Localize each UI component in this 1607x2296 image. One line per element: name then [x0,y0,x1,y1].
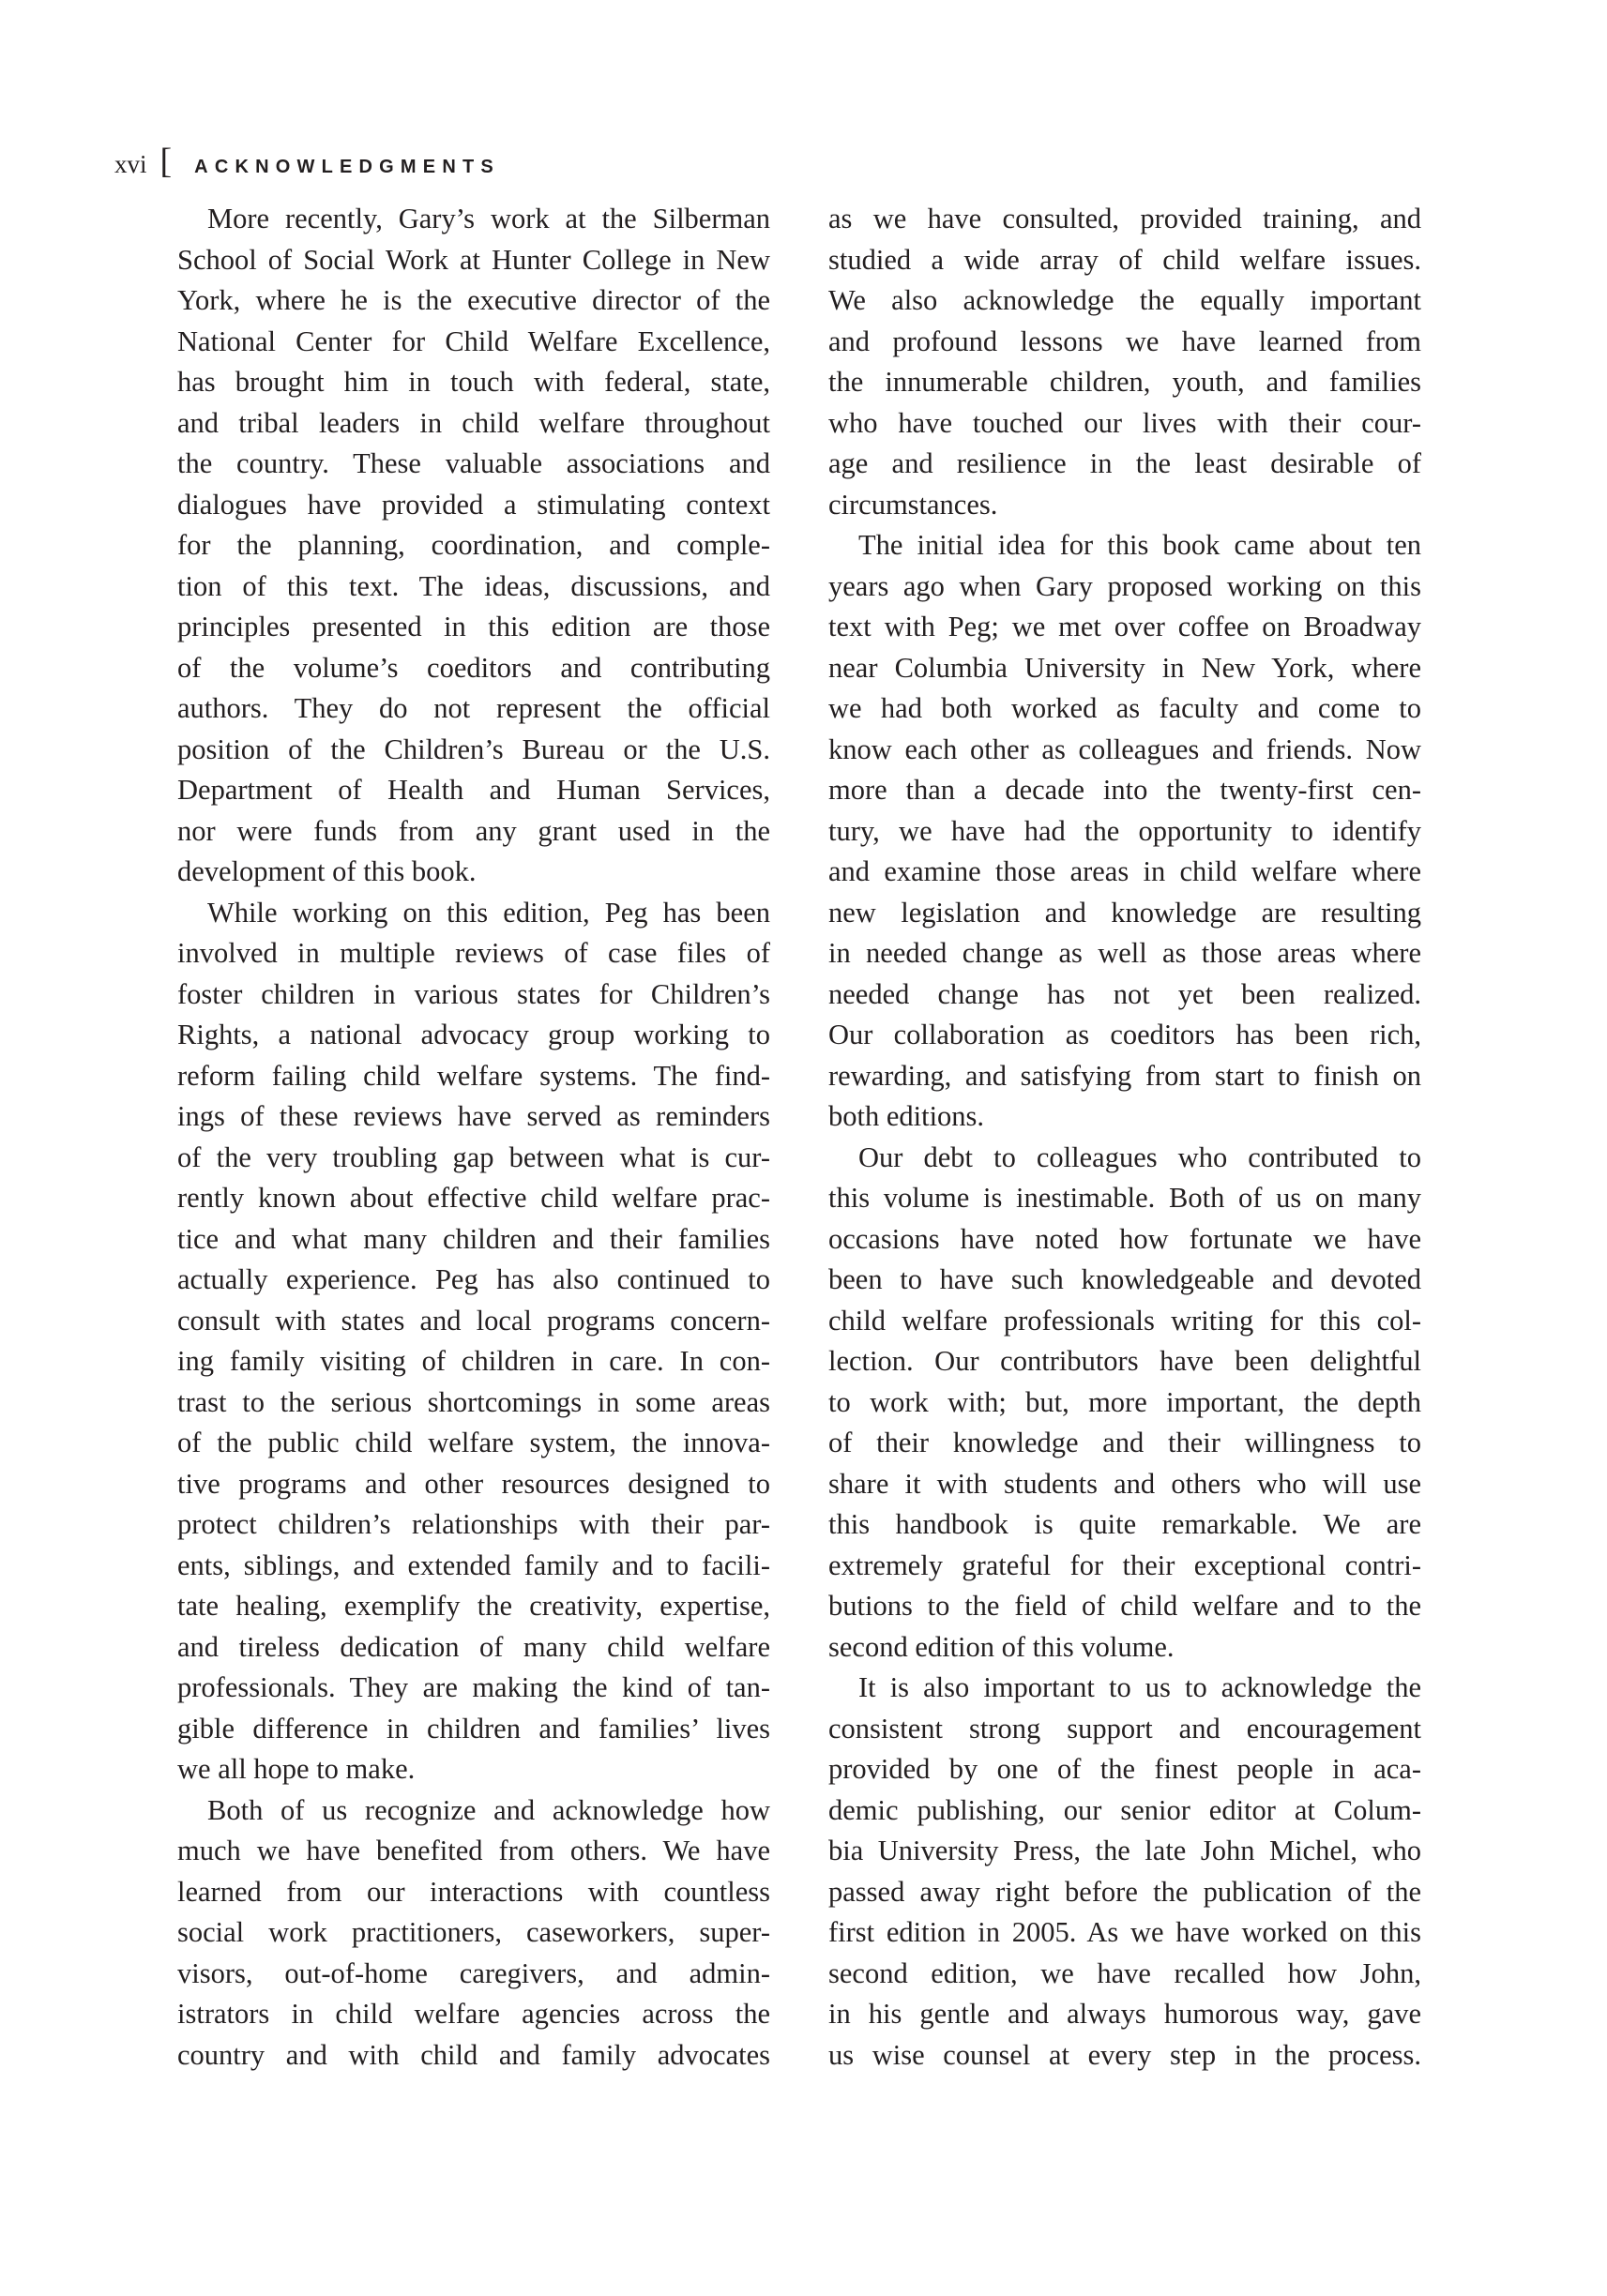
text-line: this handbook is quite remarkable. We are [828,1508,1421,1540]
text-line: as we have consulted, provided training, and [828,203,1421,234]
text-line: the country. These valuable associations and [177,447,770,479]
text-line: near Columbia University in New York, where [828,651,1421,684]
paragraph [828,1138,1421,1669]
text-line: demic publishing, our senior editor at Colum- [828,1793,1421,1826]
text-line: dialogues have provided a stimulating context [177,488,770,521]
text-line: rently known about effective child welfare prac- [177,1182,770,1214]
right-column [828,199,1421,2076]
text-line: we had both worked as faculty and come to [828,692,1421,724]
text-line: more than a decade into the twenty-first cen- [828,774,1421,806]
text-line: has brought him in touch with federal, state, [177,366,770,398]
text-line: second edition of this volume. [828,1630,1175,1663]
section-title: ACKNOWLEDGMENTS [194,157,500,177]
text-line: More recently, Gary’s work at the Silberman [207,203,770,234]
text-line: We also acknowledge the equally important [828,284,1421,316]
text-line: tury, we have had the opportunity to identify [828,814,1421,847]
text-line: in his gentle and always humorous way, gave [828,1998,1421,2030]
text-line: know each other as colleagues and friends. Now [828,733,1421,765]
paragraph [828,525,1421,1138]
text-line: nor were funds from any grant used in the [177,814,770,847]
text-line: The initial idea for this book came about ten [858,529,1421,561]
text-line: rewarding, and satisfying from start to finish on [828,1059,1421,1092]
text-line: of the very troubling gap between what is cur- [177,1140,770,1173]
text-line: of their knowledge and their willingness to [828,1427,1421,1458]
text-line: passed away right before the publication of the [828,1875,1421,1908]
text-line: we all hope to make. [177,1753,416,1785]
text-line: age and resilience in the least desirable of [828,447,1421,479]
left-column [177,199,770,2076]
text-line: gible difference in children and families’ lives [177,1712,770,1745]
text-line: tate healing, exemplify the creativity, expertise, [177,1590,770,1622]
text-line: occasions have noted how fortunate we have [828,1222,1421,1255]
text-line: It is also important to us to acknowledge the [858,1671,1421,1703]
text-line: tive programs and other resources designed to [177,1467,770,1500]
text-line: country and with child and family advocates [177,2038,770,2071]
text-line: professionals. They are making the kind of tan- [177,1671,770,1703]
text-line: needed change has not yet been realized. [828,977,1421,1010]
text-line: foster children in various states for Children’s [177,977,770,1010]
text-line: involved in multiple reviews of case files of [177,937,770,969]
text-line: provided by one of the finest people in aca- [828,1753,1421,1785]
text-line: Both of us recognize and acknowledge how [207,1793,770,1826]
paragraph [177,199,770,893]
text-line: new legislation and knowledge are resulting [828,896,1421,929]
text-line: School of Social Work at Hunter College in New [177,243,770,276]
text-line: reform failing child welfare systems. The find- [177,1059,770,1092]
text-line: While working on this edition, Peg has been [207,896,770,929]
paragraph [177,1790,770,2077]
text-line: principles presented in this edition are those [177,611,770,642]
text-line: years ago when Gary proposed working on this [828,569,1421,602]
text-line: studied a wide array of child welfare issues. [828,243,1421,276]
text-line: this volume is inestimable. Both of us on many [828,1182,1421,1214]
text-line: of the volume’s coeditors and contributing [177,651,770,684]
text-line: to work with; but, more important, the depth [828,1385,1421,1418]
text-line: Department of Health and Human Services, [177,774,770,806]
text-line: both editions. [828,1100,985,1132]
text-line: istrators in child welfare agencies across the [177,1998,770,2030]
text-line: circumstances. [828,488,998,521]
text-line: and tireless dedication of many child welfare [177,1630,770,1663]
text-line: protect children’s relationships with their par- [177,1508,770,1540]
text-line: Our collaboration as coeditors has been rich, [828,1019,1421,1050]
paragraph [177,893,770,1790]
bracket-ornament: [ [159,142,173,181]
text-line: bia University Press, the late John Michel, who [828,1835,1421,1866]
text-line: share it with students and others who will use [828,1467,1421,1500]
text-line: in needed change as well as those areas where [828,937,1421,969]
text-line: extremely grateful for their exceptional contri- [828,1548,1421,1581]
text-line: second edition, we have recalled how John, [828,1956,1421,1989]
text-line: Rights, a national advocacy group working to [177,1019,770,1050]
text-line: consistent strong support and encouragement [828,1712,1421,1745]
text-line: authors. They do not represent the official [177,692,770,724]
text-line: tion of this text. The ideas, discussions, and [177,569,770,602]
text-line: trast to the serious shortcomings in some areas [177,1385,770,1418]
text-line: and tribal leaders in child welfare throughout [177,406,770,439]
text-line: us wise counsel at every step in the process. [828,2038,1421,2071]
page-number: xvi [114,150,147,178]
text-line: ing family visiting of children in care. In con- [177,1345,770,1377]
text-line: tice and what many children and their families [177,1222,770,1255]
text-line: development of this book. [177,855,477,887]
text-line: visors, out-of-home caregivers, and admin- [177,1956,770,1989]
text-line: butions to the field of child welfare and to the [828,1590,1421,1622]
text-line: first edition in 2005. As we have worked on this [828,1916,1421,1948]
text-line: child welfare professionals writing for this col- [828,1304,1421,1337]
text-line: ings of these reviews have served as reminders [177,1100,770,1132]
text-line: National Center for Child Welfare Excellence, [177,325,770,357]
running-head [114,141,500,188]
text-line: for the planning, coordination, and comple- [177,529,770,561]
text-line: actually experience. Peg has also continued to [177,1263,770,1295]
text-line: position of the Children’s Bureau or the U.S. [177,733,770,765]
text-line: much we have benefited from others. We have [177,1835,770,1866]
text-line: the innumerable children, youth, and families [828,366,1421,398]
text-line: social work practitioners, caseworkers, super- [177,1916,770,1948]
text-line: consult with states and local programs concern- [177,1304,770,1337]
text-line: learned from our interactions with countless [177,1875,770,1908]
text-line: text with Peg; we met over coffee on Broadway [828,611,1421,642]
text-line: lection. Our contributors have been delightful [828,1345,1421,1377]
paragraph [828,199,1421,525]
text-line: and profound lessons we have learned from [828,325,1421,357]
text-line: been to have such knowledgeable and devoted [828,1263,1421,1295]
text-line: York, where he is the executive director of the [177,284,770,316]
text-line: who have touched our lives with their cour- [828,406,1421,439]
text-line: of the public child welfare system, the innova- [177,1427,770,1458]
text-line: and examine those areas in child welfare where [828,855,1421,887]
text-line: Our debt to colleagues who contributed to [858,1140,1421,1173]
paragraph [828,1668,1421,2076]
text-line: ents, siblings, and extended family and to facili- [177,1548,770,1581]
